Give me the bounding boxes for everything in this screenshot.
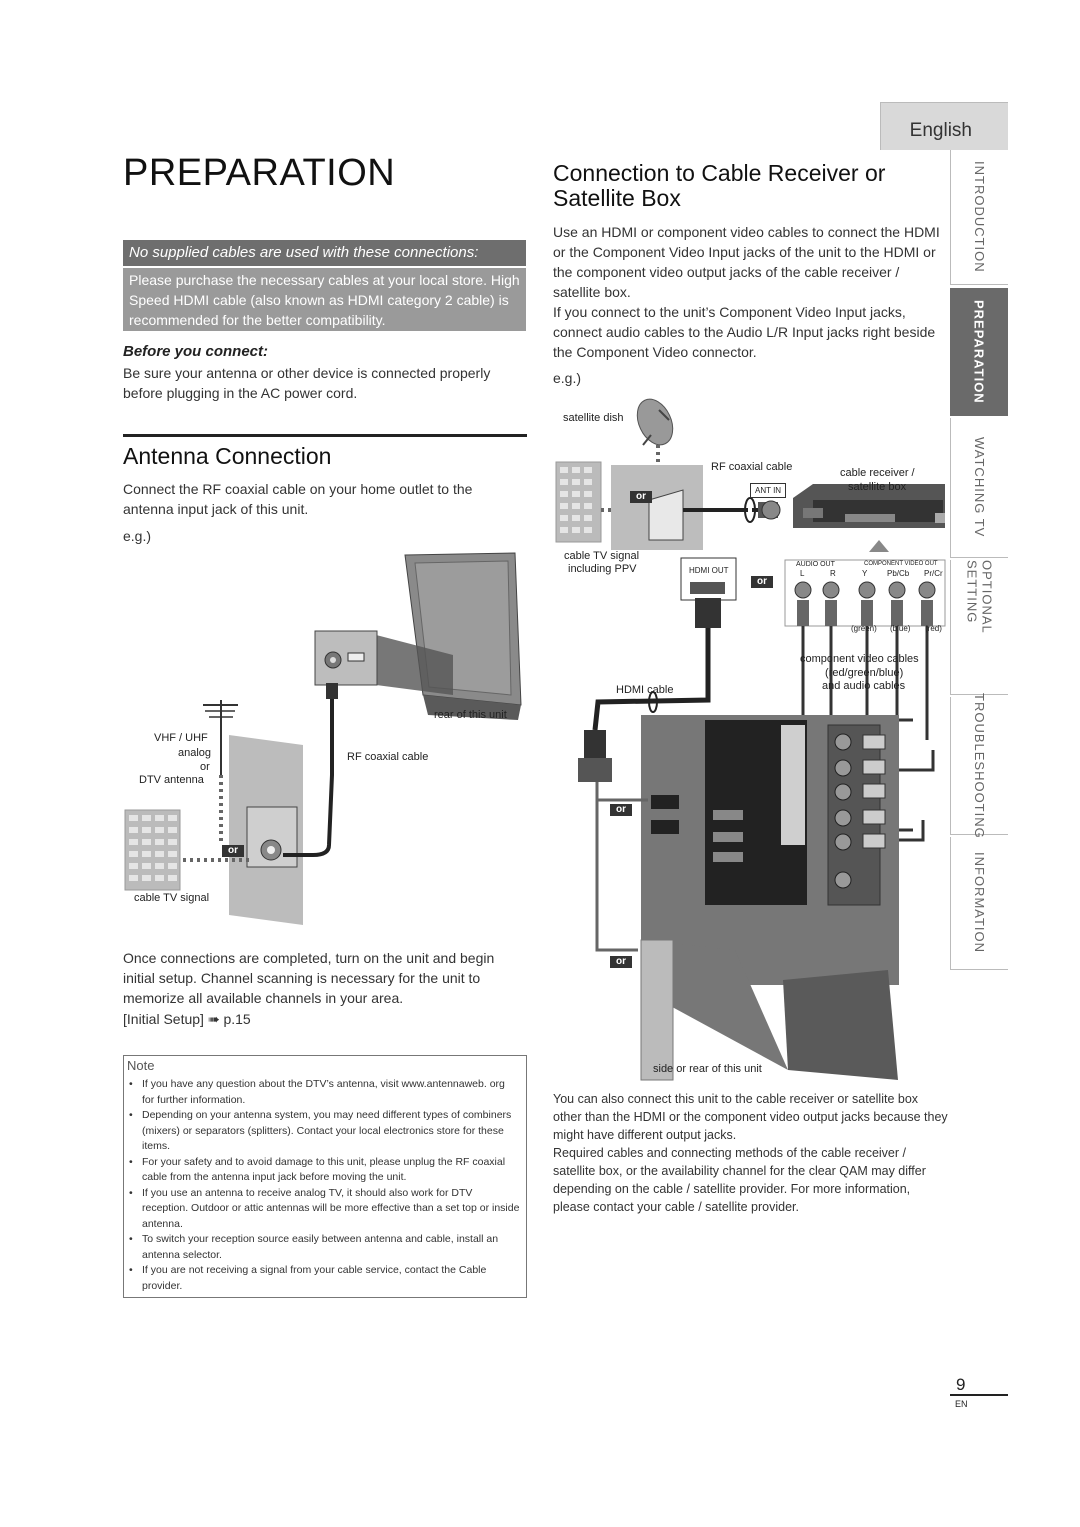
hdmi-out-label: HDMI OUT [689,566,729,575]
rear-label: rear of this unit [434,709,507,721]
cable-text-3: You can also connect this unit to the cable receiver or satellite box other than the HDMI or the component video output jacks because they might have different output jacks. [553,1092,948,1142]
or-tag-panel: or [610,804,632,816]
receiver-label: cable receiver / [840,467,915,479]
tab-preparation[interactable]: PREPARATION [950,288,1008,416]
page-number-rule [950,1394,1008,1396]
before-connect-heading: Before you connect: [123,343,269,360]
red-label: (red) [925,624,942,633]
or-tag-sat: or [630,491,652,503]
note-item: • For your safety and to avoid damage to this unit, please unplug the RF coaxial cable from the antenna input jack before moving the unit. [124,1155,520,1186]
antenna-rule [123,434,527,437]
antenna-eg: e.g.) [123,528,152,544]
analog-label: analog [178,747,212,759]
ant-in-label: ANT IN [750,483,786,498]
dish-label: satellite dish [563,412,624,424]
pb-label: Pb/Cb [887,569,910,578]
l-label: L [800,569,805,578]
antenna-title: Antenna Connection [123,443,332,469]
side-rear-label: side or rear of this unit [653,1063,762,1075]
hdmi-cable-label: HDMI cable [616,684,674,696]
note-item: • Depending on your antenna system, you may need different types of combiners (mixers) or separators (splitters). Contact your local electronics store for these items. [124,1108,520,1155]
comp-out-label: COMPONENT VIDEO OUT [864,561,938,567]
note-item: • If you are not receiving a signal from your cable service, contact the Cable provider. [124,1263,520,1294]
cable-text-4: Required cables and connecting methods of the cable receiver / satellite box, or the availability channel for the clear QAM may differ depending on the cable / satellite provider. For more information, please contact your cable / satellite provider. [553,1146,926,1214]
or-tag: or [222,845,244,857]
satbox-label: satellite box [848,481,907,493]
antenna-text: Connect the RF coaxial cable on your home outlet to the antenna input jack of this unit. [123,481,473,517]
cable-text-2: If you connect to the unit’s Component Video Input jacks, connect audio cables to the Audio L/R Input jacks right beside the Component Video connector. [553,304,936,360]
notice-body: Please purchase the necessary cables at your local store. High Speed HDMI cable (also known as HDMI category 2 cable) is recommended for the better compatibility. [123,268,526,331]
tab-introduction[interactable]: INTRODUCTION [950,150,1008,285]
tab-optional-setting[interactable]: OPTIONAL SETTING [950,560,1008,695]
cable-text-1: Use an HDMI or component video cables to connect the HDMI or the Component Video Input jacks of the unit to the HDMI or the component video output jacks of the cable receiver / satellite box. [553,224,940,300]
note-item: • If you use an antenna to receive analog TV, it should also work for DTV reception. Outdoor or attic antennas will be more effective than a set top or inside antenna. [124,1186,520,1233]
r-label: R [830,569,836,578]
before-connect-text: Be sure your antenna or other device is connected properly before plugging in the AC power cord. [123,365,491,401]
antenna-after-text: Once connections are completed, turn on the unit and begin initial setup. Channel scanning is necessary for the unit to memorize all available channels in your area. [123,950,495,1006]
note-item: • If you have any question about the DTV’s antenna, visit www.antennaweb. org for further information. [124,1077,520,1108]
initial-setup-link[interactable]: [Initial Setup] ➠ p.15 [123,1011,251,1027]
note-item: • To switch your reception source easily between antenna and cable, install an antenna selector. [124,1232,520,1263]
ppv-label: including PPV [568,563,637,575]
rf-label: RF coaxial cable [347,751,429,763]
y-label: Y [862,569,868,578]
signal-label: cable TV signal [564,550,640,562]
comp-cables-label: component video cables [800,653,919,665]
or-tag-side: or [610,956,632,968]
rgb-label: (red/green/blue) [825,667,904,679]
pr-label: Pr/Cr [924,569,943,578]
or-tag-hdmi: or [751,576,773,588]
blue-label: (blue) [890,624,911,633]
cable-title-2: Satellite Box [553,185,681,211]
language-tab [880,102,1008,150]
green-label: (green) [851,624,877,633]
note-box [123,1055,527,1298]
audio-cables-label: and audio cables [822,680,906,692]
cable-title-1: Connection to Cable Receiver or [553,160,886,186]
rf-coax-label: RF coaxial cable [711,461,793,473]
dtv-label: DTV antenna [139,774,204,786]
tab-information[interactable]: INFORMATION [950,837,1008,970]
vhf-label: VHF / UHF [154,732,208,744]
tab-troubleshooting[interactable]: TROUBLESHOOTING [950,697,1008,835]
page-number: 9 [956,1375,966,1394]
cable-eg: e.g.) [553,370,582,386]
language-label: English [909,120,972,141]
page-lang: EN [955,1399,968,1409]
tab-watching-tv[interactable]: WATCHING TV [950,418,1008,558]
or-label: or [200,761,210,773]
cable-signal-label: cable TV signal [134,892,210,904]
page-title: PREPARATION [123,152,396,194]
notice-heading: No supplied cables are used with these connections: [123,240,526,266]
audio-out-label: AUDIO OUT [796,561,835,568]
note-heading: Note [127,1058,155,1073]
